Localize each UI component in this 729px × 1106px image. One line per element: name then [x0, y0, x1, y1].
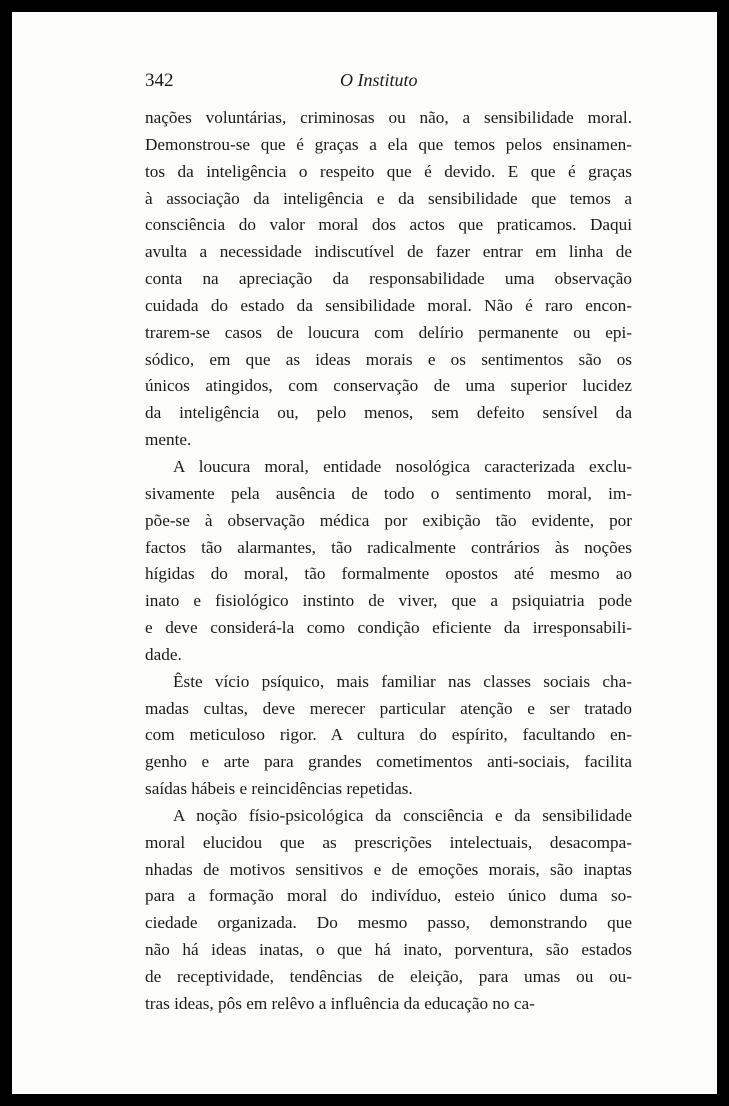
text-line: avulta a necessidade indiscutível de fazer entrar em linha de [145, 242, 632, 262]
text-line: e deve considerá-la como condição eficiente da irresponsabili- [145, 618, 632, 638]
text-line: mente. [145, 430, 192, 450]
text-line: sódico, em que as ideas morais e os sentimentos são os [145, 349, 632, 369]
text-line: factos tão alarmantes, tão radicalmente contrários às noções [145, 537, 632, 557]
text-line: dade. [145, 644, 182, 664]
text-line: únicos atingidos, com conservação de uma superior lucidez [145, 376, 632, 396]
paragraph [145, 454, 632, 669]
text-line: para a formação moral do indivíduo, esteio único duma so- [145, 886, 632, 906]
text-line: cuidada do estado da sensibilidade moral. Não é raro encon- [145, 295, 632, 315]
text-line: sivamente pela ausência de todo o sentimento moral, im- [145, 483, 632, 503]
text-line: A loucura moral, entidade nosológica caracterizada exclu- [173, 456, 632, 476]
book-page [12, 12, 717, 1094]
text-line: moral elucidou que as prescrições intelectuais, desacompa- [145, 832, 632, 852]
text-line: Demonstrou-se que é graças a ela que temos pelos ensinamen- [145, 134, 632, 154]
text-line: com meticuloso rigor. A cultura do espírito, facultando en- [145, 725, 632, 745]
text-line: conta na apreciação da responsabilidade uma observação [145, 269, 632, 289]
body-text [145, 105, 632, 1018]
text-line: madas cultas, deve merecer particular atenção e ser tratado [145, 698, 632, 718]
paragraph [145, 669, 632, 803]
text-line: consciência do valor moral dos actos que praticamos. Daqui [145, 215, 632, 235]
text-line: hígidas do moral, tão formalmente opostos até mesmo ao [145, 564, 632, 584]
text-line: nações voluntárias, criminosas ou não, a sensibilidade moral. [145, 108, 632, 127]
text-line: da inteligência ou, pelo menos, sem defeito sensível da [145, 403, 632, 423]
text-line: Êste vício psíquico, mais familiar nas classes sociais cha- [173, 671, 632, 691]
text-line: inato e fisiológico instinto de viver, que a psiquiatria pode [145, 591, 632, 611]
text-line: tras ideas, pôs em relêvo a influência da educação no ca- [145, 993, 535, 1013]
text-line: à associação da inteligência e da sensibilidade que temos a [145, 188, 632, 208]
text-line: nhadas de motivos sensitivos e de emoções morais, são inaptas [145, 859, 632, 879]
text-line: A noção físio-psicológica da consciência e da sensibilidade [173, 805, 632, 825]
text-line: genho e arte para grandes cometimentos anti-sociais, facilita [145, 752, 632, 772]
paragraph [145, 803, 632, 1018]
page-number: 342 [145, 70, 174, 91]
text-line: trarem-se casos de loucura com delírio permanente ou epi- [145, 322, 632, 342]
page-header [145, 70, 632, 96]
text-line: não há ideas inatas, o que há inato, porventura, são estados [145, 940, 632, 960]
text-line: de receptividade, tendências de eleição, para umas ou ou- [145, 967, 632, 986]
text-line: saídas hábeis e reincidências repetidas. [145, 779, 413, 799]
running-title: O Instituto [340, 70, 418, 90]
text-line: ciedade organizada. Do mesmo passo, demonstrando que [145, 913, 632, 933]
paragraph [145, 105, 632, 454]
text-line: põe-se à observação médica por exibição tão evidente, por [145, 510, 632, 530]
text-line: tos da inteligência o respeito que é devido. E que é graças [145, 161, 632, 181]
